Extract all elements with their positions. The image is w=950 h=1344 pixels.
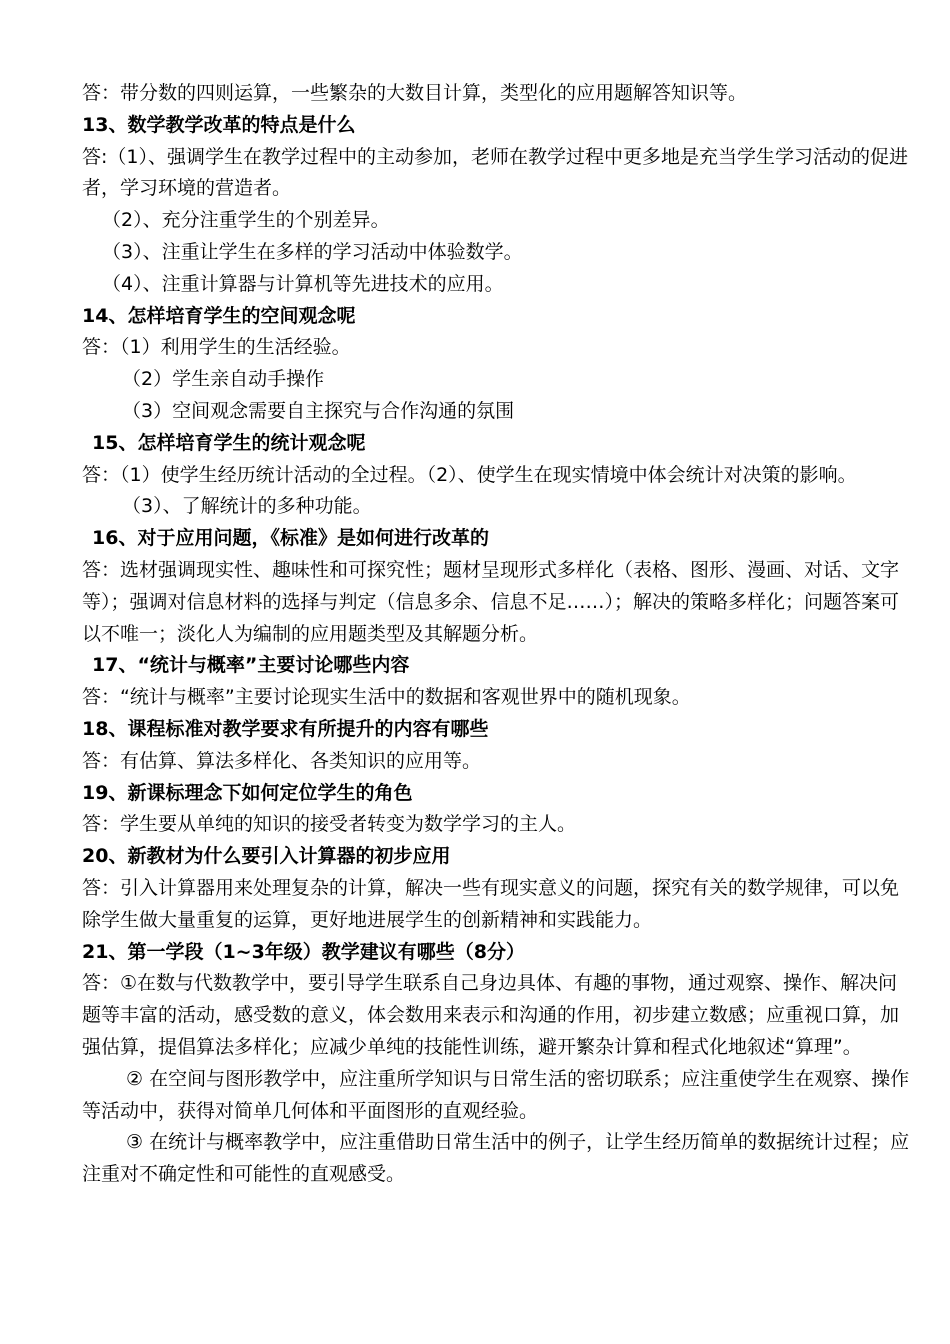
answer-19: 答：学生要从单纯的知识的接受者转变为数学学习的主人。 bbox=[82, 813, 577, 836]
answer-13-item-4: （4）、注重计算器与计算机等先进技术的应用。 bbox=[102, 272, 504, 295]
question-15: 15、怎样培育学生的统计观念呢 bbox=[92, 431, 366, 454]
answer-13-item-2: （2）、充分注重学生的个别差异。 bbox=[102, 209, 390, 232]
answer-18: 答：有估算、算法多样化、各类知识的应用等。 bbox=[82, 749, 482, 772]
answer-21-item-3: ③ 在统计与概率教学中，应注重借助日常生活中的例子，让学生经历简单的数据统计过程；应注重对不确定性和可能性的直观感受。 bbox=[82, 1131, 910, 1186]
question-19: 19、新课标理念下如何定位学生的角色 bbox=[82, 781, 413, 804]
question-18: 18、课程标准对教学要求有所提升的内容有哪些 bbox=[82, 717, 489, 740]
answer-15-item-3: （3）、了解统计的多种功能。 bbox=[122, 495, 372, 518]
question-21: 21、第一学段（1~3年级）教学建议有哪些（8分） bbox=[82, 940, 526, 963]
answer-14-item-3: （3）空间观念需要自主探究与合作沟通的氛围 bbox=[122, 399, 515, 422]
question-17: 17、“统计与概率”主要讨论哪些内容 bbox=[92, 654, 410, 677]
question-16: 16、对于应用问题，《标准》是如何进行改革的 bbox=[92, 527, 489, 550]
answer-16: 答：选材强调现实性、趣味性和可探究性；题材呈现形式多样化（表格、图形、漫画、对话、文字等）；强调对信息材料的选择与判定（信息多余、信息不足……）；解决的策略多样化；问题答案可以不唯一；淡化人为编制的应用题类型及其解题分析。 bbox=[82, 558, 900, 645]
answer-15-items-1-2: 答：（1）使学生经历统计活动的全过程。（2）、使学生在现实情境中体会统计对决策的影响。 bbox=[82, 463, 857, 486]
question-13: 13、数学教学改革的特点是什么 bbox=[82, 113, 356, 136]
answer-21-item-1: 答：①在数与代数教学中，要引导学生联系自己身边具体、有趣的事物，通过观察、操作、解决问题等丰富的活动，感受数的意义，体会数用来表示和沟通的作用，初步建立数感；应重视口算，加强估算，提倡算法多样化；应减少单纯的技能性训练，避开繁杂计算和程式化地叙述“算理”。 bbox=[82, 972, 900, 1058]
answer-13-item-3: （3）、注重让学生在多样的学习活动中体验数学。 bbox=[102, 240, 523, 263]
answer-14-item-2: （2）学生亲自动手操作 bbox=[122, 368, 325, 391]
question-20: 20、新教材为什么要引入计算器的初步应用 bbox=[82, 845, 451, 868]
answer-21-item-2: ② 在空间与图形教学中，应注重所学知识与日常生活的密切联系；应注重使学生在观察、操作等活动中，获得对简单几何体和平面图形的直观经验。 bbox=[82, 1067, 910, 1122]
answer-14-item-1: 答：（1）利用学生的生活经验。 bbox=[82, 336, 351, 359]
question-14: 14、怎样培育学生的空间观念呢 bbox=[82, 304, 356, 327]
answer-13-item-1: 答:（1）、强调学生在教学过程中的主动参加，老师在教学过程中更多地是充当学生学习活动的促进者，学习环境的营造者。 bbox=[82, 145, 908, 200]
answer-20: 答：引入计算器用来处理复杂的计算，解决一些有现实意义的问题，探究有关的数学规律，可以免除学生做大量重复的运算，更好地进展学生的创新精神和实践能力。 bbox=[82, 876, 900, 931]
answer-17: 答：“统计与概率”主要讨论现实生活中的数据和客观世界中的随机现象。 bbox=[82, 686, 691, 709]
answer-12: 答：带分数的四则运算，一些繁杂的大数目计算，类型化的应用题解答知识等。 bbox=[82, 82, 748, 104]
